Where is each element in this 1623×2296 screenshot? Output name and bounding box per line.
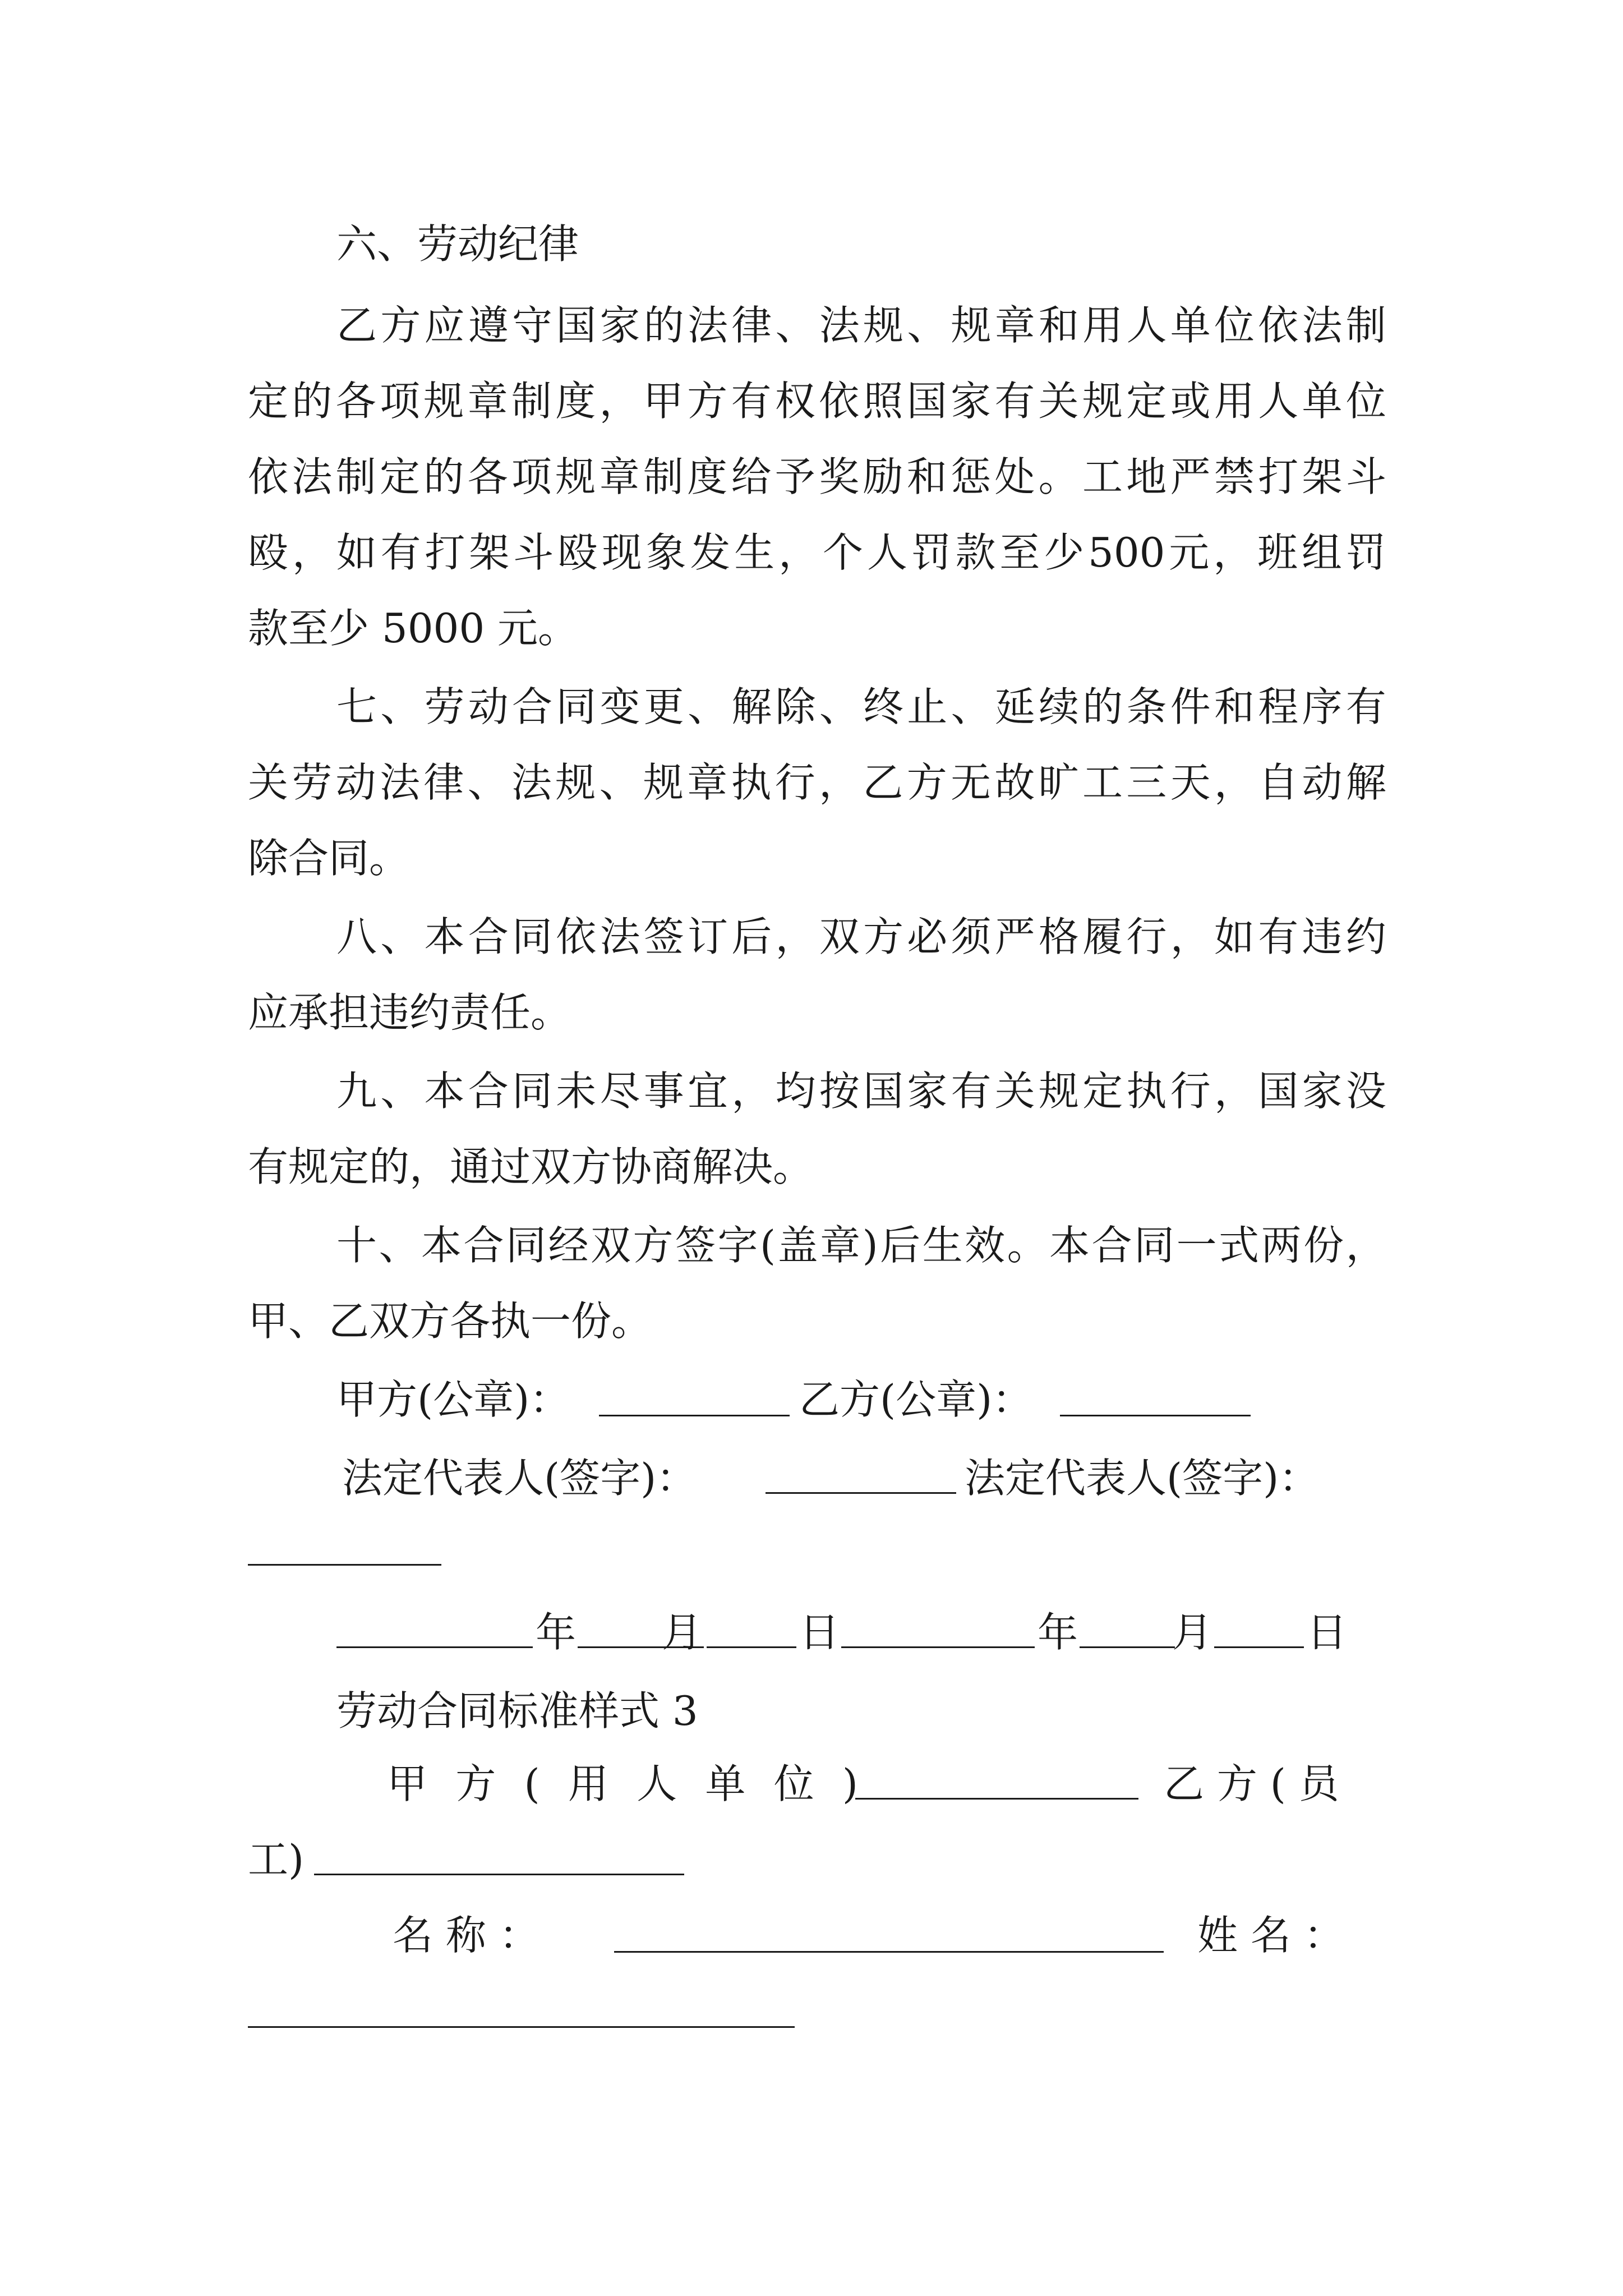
section-7-line: 除合同。 — [248, 835, 410, 882]
party-b-employee-label-cont: 工) — [248, 1836, 305, 1883]
date-b-year-blank[interactable] — [841, 1646, 1035, 1648]
date-b-day-blank[interactable] — [1214, 1646, 1304, 1648]
party-a-seal-blank[interactable] — [599, 1415, 790, 1416]
section-8-line: 应承担违约责任。 — [248, 989, 571, 1036]
date-month-label: 月 — [662, 1609, 703, 1656]
company-name-blank[interactable] — [614, 1951, 1164, 1953]
date-day-label: 日 — [799, 1609, 840, 1656]
legal-rep-b-blank[interactable] — [248, 1564, 441, 1566]
date-month-label: 月 — [1172, 1609, 1213, 1656]
template-3-title: 劳动合同标准样式 3 — [336, 1687, 698, 1734]
party-b-employee-label: 乙 方 ( 员 — [1164, 1760, 1339, 1807]
date-year-label: 年 — [536, 1609, 577, 1656]
section-heading-discipline: 六、劳动纪律 — [336, 220, 579, 268]
legal-rep-a-blank[interactable] — [766, 1492, 956, 1494]
paragraph-line: 依 法 制 定 的 各 项 规 章 制 度 给 予 奖 励 和 惩 处 。 工 地 严 禁 打 架 斗 — [248, 453, 1386, 500]
date-year-label: 年 — [1038, 1609, 1078, 1656]
date-a-year-blank[interactable] — [336, 1646, 533, 1648]
legal-rep-b-label: 法定代表人(签字)： — [965, 1455, 1320, 1502]
section-7-line: 关 劳 动 法 律 、 法 规 、 规 章 执 行 ， 乙 方 无 故 旷 工 三 天 ， 自 动 解 — [248, 759, 1386, 806]
party-a-employer-label: 甲 方 ( 用 人 单 位 ) — [387, 1760, 858, 1807]
legal-rep-a-label: 法定代表人(签字)： — [342, 1455, 697, 1502]
section-7-line: 七 、 劳 动 合 同 变 更 、 解 除 、 终 止 、 延 续 的 条 件 和 程 序 有 — [336, 683, 1386, 730]
employee-name-label: 姓 名 ： — [1197, 1912, 1344, 1959]
party-b-seal-label: 乙方(公章)： — [799, 1376, 1033, 1423]
party-a-seal-label: 甲方(公章)： — [336, 1376, 570, 1423]
party-a-employer-blank[interactable] — [855, 1798, 1138, 1800]
section-9-line: 有规定的，通过双方协商解决。 — [248, 1143, 814, 1190]
employee-name-blank[interactable] — [248, 2026, 795, 2028]
paragraph-line: 乙 方 应 遵 守 国 家 的 法 律 、 法 规 、 规 章 和 用 人 单 位 依 法 制 — [336, 302, 1386, 349]
party-b-employee-blank[interactable] — [314, 1874, 684, 1875]
paragraph-line: 定 的 各 项 规 章 制 度 ， 甲 方 有 权 依 照 国 家 有 关 规 定 或 用 人 单 位 — [248, 378, 1386, 425]
section-8-line: 八 、 本 合 同 依 法 签 订 后 ， 双 方 必 须 严 格 履 行 ， 如 有 违 约 — [336, 913, 1386, 960]
paragraph-line: 款至少 5000 元。 — [248, 605, 579, 652]
date-day-label: 日 — [1307, 1609, 1348, 1656]
section-9-line: 九 、 本 合 同 未 尽 事 宜 ， 均 按 国 家 有 关 规 定 执 行 ， 国 家 没 — [336, 1068, 1386, 1115]
date-b-month-blank[interactable] — [1080, 1646, 1175, 1648]
party-b-seal-blank[interactable] — [1060, 1415, 1251, 1416]
section-10-line: 十 、 本 合 同 经 双 方 签 字 ( 盖 章 ) 后 生 效 。 本 合 同 一 式 两 份 ， — [336, 1222, 1386, 1269]
company-name-label: 名 称 ： — [393, 1912, 540, 1959]
date-a-day-blank[interactable] — [707, 1646, 796, 1648]
section-10-line: 甲、乙双方各执一份。 — [248, 1297, 652, 1345]
paragraph-line: 殴 ， 如 有 打 架 斗 殴 现 象 发 生 ， 个 人 罚 款 至 少 500 元 ， 班 组 罚 — [248, 529, 1386, 576]
